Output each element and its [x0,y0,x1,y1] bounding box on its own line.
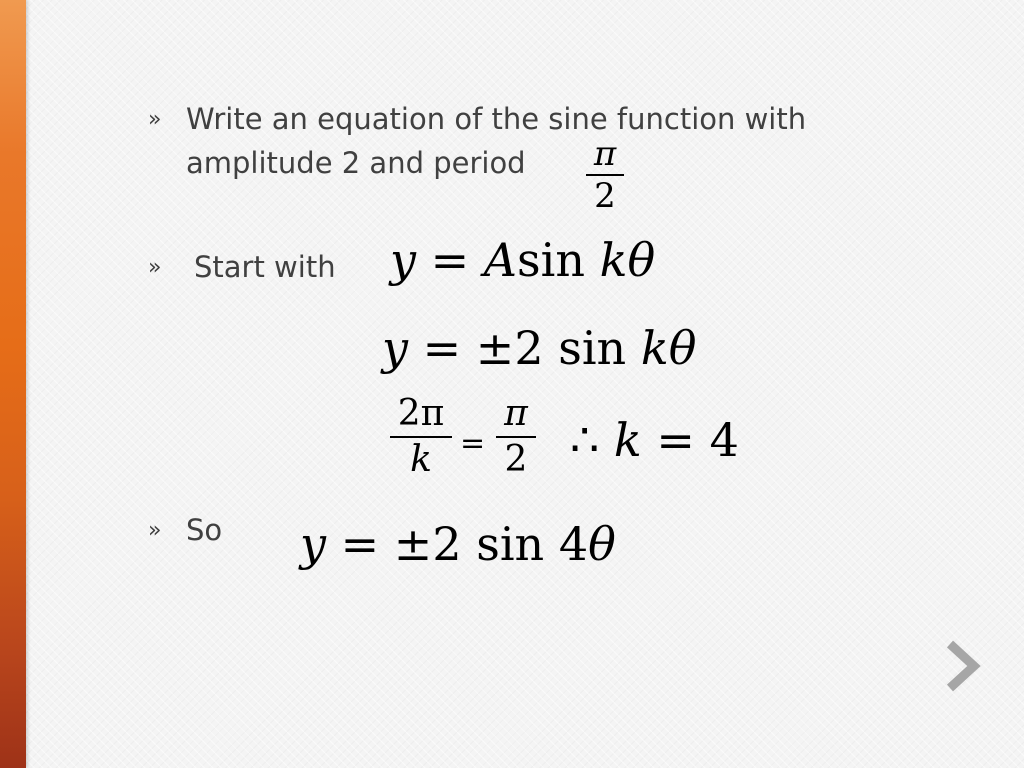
bullet-marker-1: » [148,107,162,132]
eq-coefficient: ±2 [393,517,462,571]
eq-k: k [640,321,669,375]
eq-sin: sin [517,233,585,287]
equation-general [390,230,655,290]
period-numerator: π [593,134,617,174]
ratio-left-fraction [390,392,452,482]
k-result [570,410,739,470]
bullet-marker-2: » [148,255,162,280]
ratio-equals: = [460,426,486,461]
eq-equals: = [340,517,380,571]
therefore-symbol: ∴ [570,413,600,467]
k-variable: k [613,413,642,467]
period-denominator: 2 [594,175,616,216]
eq-sin: sin [476,517,545,571]
bullet-1-line-2: amplitude 2 and period [186,146,526,180]
ratio-left-numerator: 2π [397,393,445,434]
k-value: 4 [709,413,739,467]
side-accent-bar [0,0,26,768]
chevron-right-icon[interactable] [940,638,984,694]
eq-theta: θ [668,321,697,375]
eq-equals: = [422,321,462,375]
eq-y: y [390,233,416,287]
eq-coefficient: ±2 [475,321,544,375]
ratio-right-denominator: 2 [504,438,528,480]
ratio-right-numerator: π [504,393,528,434]
eq-k: k [599,233,628,287]
eq-y: y [382,321,408,375]
eq-y: y [300,517,326,571]
eq-amplitude: A [483,233,518,287]
eq-sin: sin [558,321,627,375]
equation-final [300,514,616,574]
eq-equals: = [430,233,470,287]
ratio-right-fraction [496,392,536,482]
eq-theta: θ [588,517,616,571]
eq-theta: θ [627,233,656,287]
bullet-1-line-1: Write an equation of the sine function with [186,102,807,136]
bullet-marker-3: » [148,518,162,543]
bullet-3-text: So [186,513,223,547]
equation-plus-minus [382,318,696,378]
eq-argument: 4 [558,517,589,571]
k-equals: = [656,413,695,467]
bullet-2-text: Start with [194,250,336,284]
period-fraction [586,134,624,216]
ratio-left-denominator: k [410,438,432,480]
